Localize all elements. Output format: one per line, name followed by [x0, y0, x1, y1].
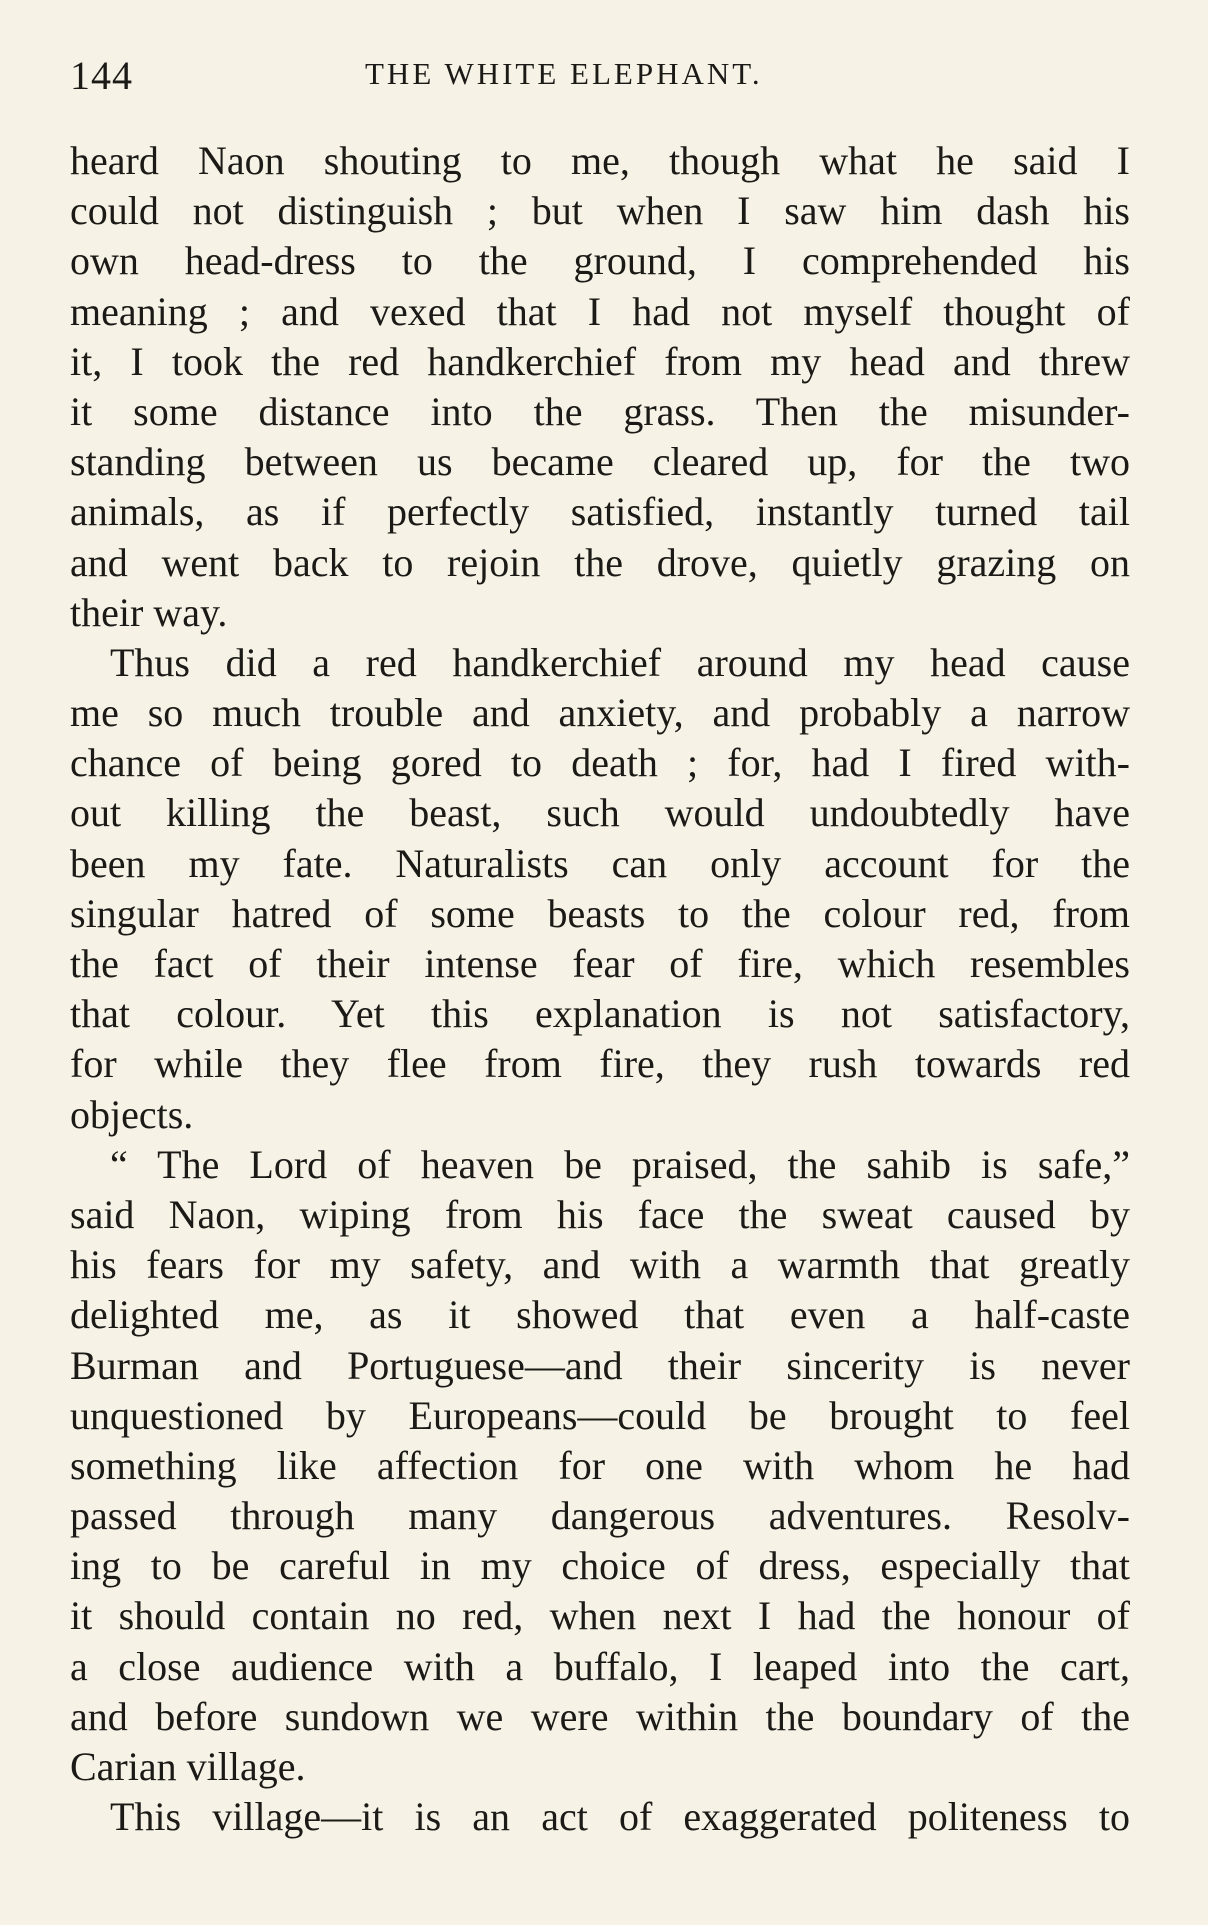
text-line: the fact of their intense fear of fire, which resembles — [70, 941, 1130, 986]
text-line: This village—it is an act of exaggerated politeness to — [110, 1794, 1130, 1840]
text-line: and went back to rejoin the drove, quietly grazing on — [70, 539, 1130, 585]
text-line: it, I took the red handkerchief from my head and threw — [70, 338, 1130, 384]
text-line: Burman and Portuguese—and their sincerity is never — [70, 1342, 1130, 1388]
text-line: something like affection for one with whom he had — [70, 1442, 1130, 1488]
text-line: could not distinguish ; but when I saw him dash his — [70, 188, 1130, 234]
text-line: and before sundown we were within the boundary of the — [70, 1693, 1130, 1739]
running-title: THE WHITE ELEPHANT. — [365, 56, 763, 91]
text-line: ing to be careful in my choice of dress, especially that — [70, 1543, 1130, 1589]
text-line: singular hatred of some beasts to the colour red, from — [70, 890, 1130, 936]
text-line: that colour. Yet this explanation is not satisfactory, — [70, 991, 1130, 1037]
text-line: delighted me, as it showed that even a half-caste — [70, 1292, 1130, 1338]
text-line: me so much trouble and anxiety, and probably a narrow — [70, 690, 1130, 736]
text-line: heard Naon shouting to me, though what he said I — [70, 138, 1130, 183]
text-line: meaning ; and vexed that I had not myself thought of — [70, 288, 1130, 334]
text-line: own head-dress to the ground, I comprehended his — [70, 238, 1130, 284]
text-line: for while they flee from fire, they rush towards red — [70, 1041, 1130, 1087]
text-line: animals, as if perfectly satisfied, instantly turned tail — [70, 489, 1130, 535]
text-line: it some distance into the grass. Then the misunder- — [70, 388, 1130, 434]
page-number: 144 — [70, 53, 133, 98]
text-line: out killing the beast, such would undoubtedly have — [70, 790, 1130, 836]
text-line: their way. — [70, 589, 228, 635]
text-line: “ The Lord of heaven be praised, the sahib is safe,” — [110, 1141, 1130, 1187]
text-line: said Naon, wiping from his face the sweat caused by — [70, 1191, 1130, 1237]
text-line: chance of being gored to death ; for, had I fired with- — [70, 740, 1130, 786]
text-line: standing between us became cleared up, for the two — [70, 439, 1130, 485]
body-text — [70, 136, 1130, 1842]
text-line: been my fate. Naturalists can only account for the — [70, 840, 1130, 886]
text-line: Thus did a red handkerchief around my head cause — [110, 639, 1130, 685]
text-line: objects. — [70, 1091, 194, 1137]
text-line: passed through many dangerous adventures. Resolv- — [70, 1493, 1130, 1539]
text-line: unquestioned by Europeans—could be brought to feel — [70, 1392, 1130, 1438]
text-line: his fears for my safety, and with a warmth that greatly — [70, 1242, 1130, 1288]
text-line: a close audience with a buffalo, I leaped into the cart, — [70, 1643, 1130, 1689]
text-line: Carian village. — [70, 1744, 306, 1789]
text-line: it should contain no red, when next I had the honour of — [70, 1593, 1130, 1639]
